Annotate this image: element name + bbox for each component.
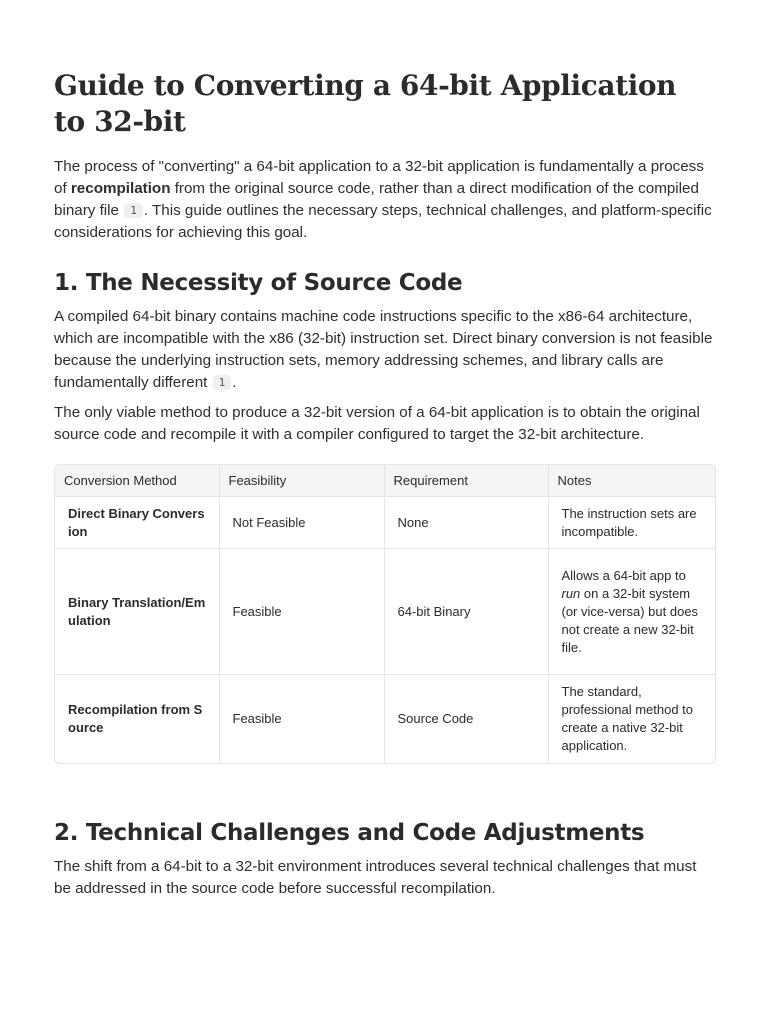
citation-ref[interactable]: 1 (213, 375, 232, 390)
notes-text-before: Allows a 64-bit app to (561, 567, 686, 583)
table-row (55, 497, 715, 549)
header-notes: Notes (548, 465, 715, 497)
cell-requirement: Source Code (384, 675, 548, 764)
cell-method: Binary Translation/Emulation (55, 549, 219, 675)
section-1-paragraph-2: The only viable method to produce a 32-bit version of a 64-bit application is to obtain the original source code and recompile it with a compiler configured to target the 32-bit architecture. (54, 404, 700, 443)
header-feasibility: Feasibility (219, 465, 384, 497)
notes-text-after: on a 32-bit system (or vice-versa) but does not create a new 32-bit file. (561, 585, 699, 655)
citation-ref[interactable]: 1 (124, 203, 143, 218)
section-2-heading: 2. Technical Challenges and Code Adjustments (54, 820, 645, 846)
intro-paragraph (54, 156, 716, 244)
table-row (55, 549, 715, 675)
intro-text-2: from the original source code, rather than a direct modification of the compiled binary file (54, 180, 699, 219)
intro-text-1: The process of "converting" a 64-bit application to a 32-bit application is fundamentally a process of (54, 158, 704, 197)
cell-notes: The standard, professional method to create a native 32-bit application. (561, 684, 694, 753)
table-row (55, 675, 715, 764)
section-2-paragraph-1: The shift from a 64-bit to a 32-bit environment introduces several technical challenges that must be addressed in the source code before successful recompilation. (54, 858, 697, 897)
cell-method: Direct Binary Conversion (55, 497, 219, 549)
section-1-para-1-text: A compiled 64-bit binary contains machine code instructions specific to the x86-64 architecture, which are incompatible with the x86 (32-bit) instruction set. Direct binary conversion is not feasible because the underlying instruction sets, memory addressing schemes, and library calls are fundamentally different (54, 308, 713, 391)
header-conversion-method: Conversion Method (55, 465, 219, 497)
cell-notes: The instruction sets are incompatible. (548, 497, 715, 549)
cell-notes (548, 549, 715, 675)
conversion-methods-table (54, 464, 716, 764)
section-1-para-1-end: . (232, 374, 237, 391)
cell-method: Recompilation from Source (55, 675, 219, 764)
section-1-heading: 1. The Necessity of Source Code (54, 270, 463, 296)
cell-feasibility: Feasible (219, 549, 384, 675)
header-requirement: Requirement (384, 465, 548, 497)
section-1-paragraph-1 (54, 306, 716, 394)
page-title: Guide to Converting a 64-bit Application to 32-bit (54, 69, 677, 138)
intro-bold-term: recompilation (70, 180, 171, 197)
cell-requirement: None (384, 497, 548, 549)
cell-feasibility: Feasible (219, 675, 384, 764)
table-header-row (55, 465, 715, 497)
cell-requirement: 64-bit Binary (384, 549, 548, 675)
intro-text-3: . This guide outlines the necessary steps, technical challenges, and platform-specific considerations for achieving this goal. (54, 202, 712, 241)
notes-italic-term: run (561, 585, 581, 601)
document (54, 0, 716, 900)
cell-feasibility: Not Feasible (219, 497, 384, 549)
